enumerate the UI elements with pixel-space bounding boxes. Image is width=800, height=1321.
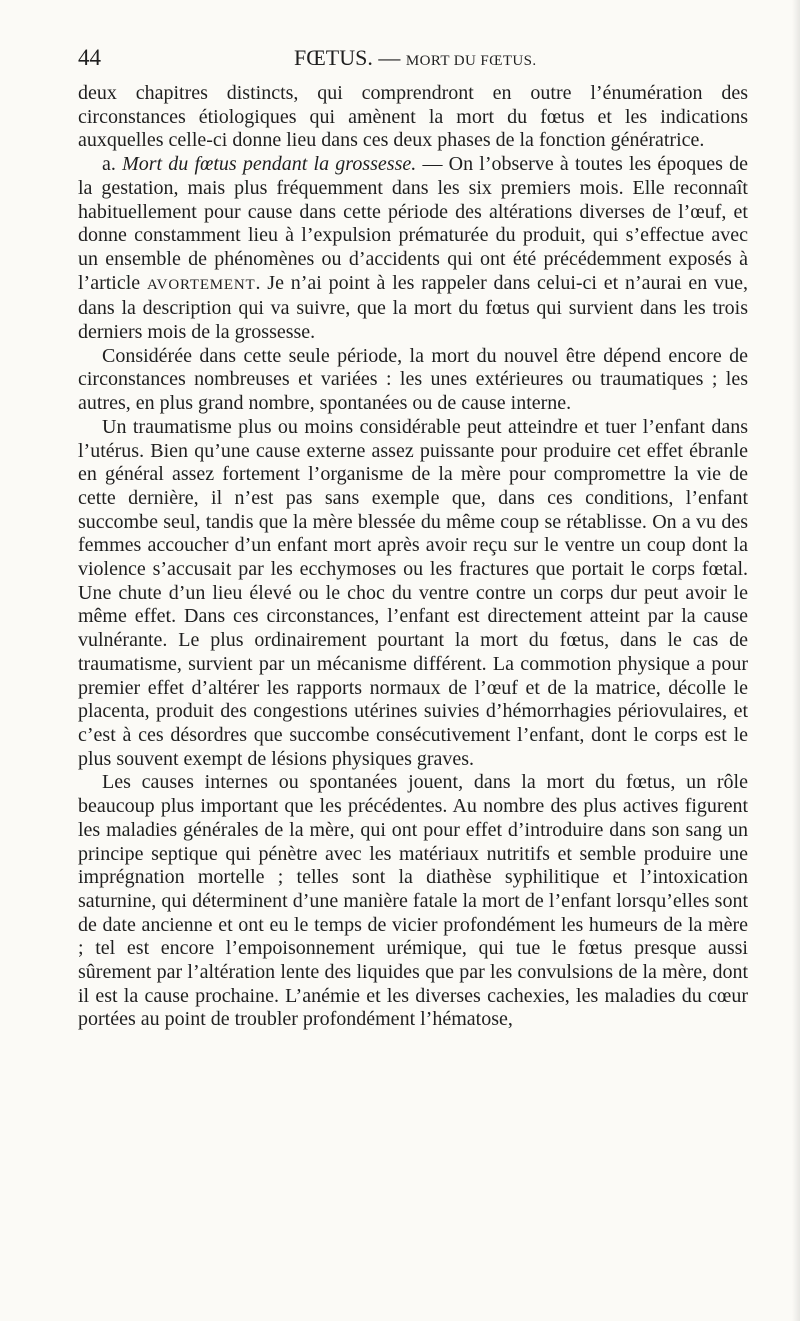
paragraph-3: Considérée dans cette seule période, la mort du nouvel être dépend encore de circonstances nombreuses et variées : les unes extérieures ou traumatiques ; les autres, en plus grand nombre, spontanées ou de cause interne. [78,344,748,415]
running-title-main: FŒTUS. [294,45,373,70]
paragraph-4: Un traumatisme plus ou moins considérable peut atteindre et tuer l’enfant dans l’utérus. Bien qu’une cause externe assez puissante pour produire cet effet ébranle en général assez fortement l’organisme de la mère pour compromettre la vie de cette dernière, il n’est pas sans exemple que, dans ces conditions, l’enfant succombe seul, tandis que la mère blessée du même coup se rétablisse. On a vu des femmes accoucher d’un enfant mort après avoir reçu sur le ventre un coup dont la violence s’accusait par les ecchymoses ou les fractures que portait le corps fœtal. Une chute d’un lieu élevé ou le choc du ventre contre un corps dur peut avoir le même effet. Dans ces circonstances, l’enfant est directement atteint par la cause vulnérante. Le plus ordinairement pourtant la mort du fœtus, dans le cas de traumatisme, survient par un mécanisme différent. La commotion physique a pour premier effet d’altérer les rapports normaux de l’œuf et de la matrice, décolle le placenta, produit des congestions utérines suivies d’hémorrhagies périovulaires, et c’est à ces désordres que succombe consécutivement l’enfant, dont le corps est le plus souvent exempt de lésions physiques graves. [78,415,748,770]
paragraph-2-text-a: — On l’observe à toutes les époques de la gestation, mais plus fréquemment dans les six premiers mois. Elle reconnaît habituellement pour cause dans cette période des altérations diverses de l’œuf, et donne constamment lieu à l’expulsion prématurée du produit, qui s’effectue avec un ensemble de phénomènes ou d’accidents qui ont été précédemment exposés à l’article [78,153,748,294]
page-number: 44 [78,45,101,70]
article-reference: AVORTEMENT [146,276,256,293]
body-text [78,82,748,1032]
running-title [294,44,537,75]
page-edge-shadow [792,0,800,1321]
running-title-subtitle: MORT DU FŒTUS. [405,53,537,69]
paragraph-1: deux chapitres distincts, qui comprendront en outre l’énumération des circonstances étiologiques qui amènent la mort du fœtus et les indications auxquelles celle-ci donne lieu dans ces deux phases de la fonction génératrice. [78,82,748,152]
running-title-separator: — [372,45,406,70]
section-heading: Mort du fœtus pendant la grossesse. [122,153,417,176]
paragraph-2-text-b: . Je n’ai point à les rappeler dans celui-ci et n’aurai en vue, dans la description qui va suivre, que la mort du fœtus qui survient dans les trois derniers mois de la grossesse. [78,271,748,344]
paragraph-2 [78,153,748,345]
section-label: a. [102,153,123,176]
paragraph-5: Les causes internes ou spontanées jouent, dans la mort du fœtus, un rôle beaucoup plus important que les précédentes. Au nombre des plus actives figurent les maladies générales de la mère, qui ont pour effet d’introduire dans son sang un principe septique qui pénètre avec les matériaux nutritifs et semble produire une imprégnation mortelle ; telles sont la diathèse syphilitique et l’intoxication saturnine, qui déterminent d’une manière fatale la mort de l’enfant lorsqu’elles sont de date ancienne et ont eu le temps de vicier profondément les humeurs de la mère ; tel est encore l’empoisonnement urémique, qui tue le fœtus presque aussi sûrement par l’altération lente des liquides que par les convulsions de la mère, dont il est la cause prochaine. L’anémie et les diverses cachexies, les maladies du cœur portées au point de troubler profondément l’hématose, [78,771,748,1031]
running-header [78,44,748,74]
